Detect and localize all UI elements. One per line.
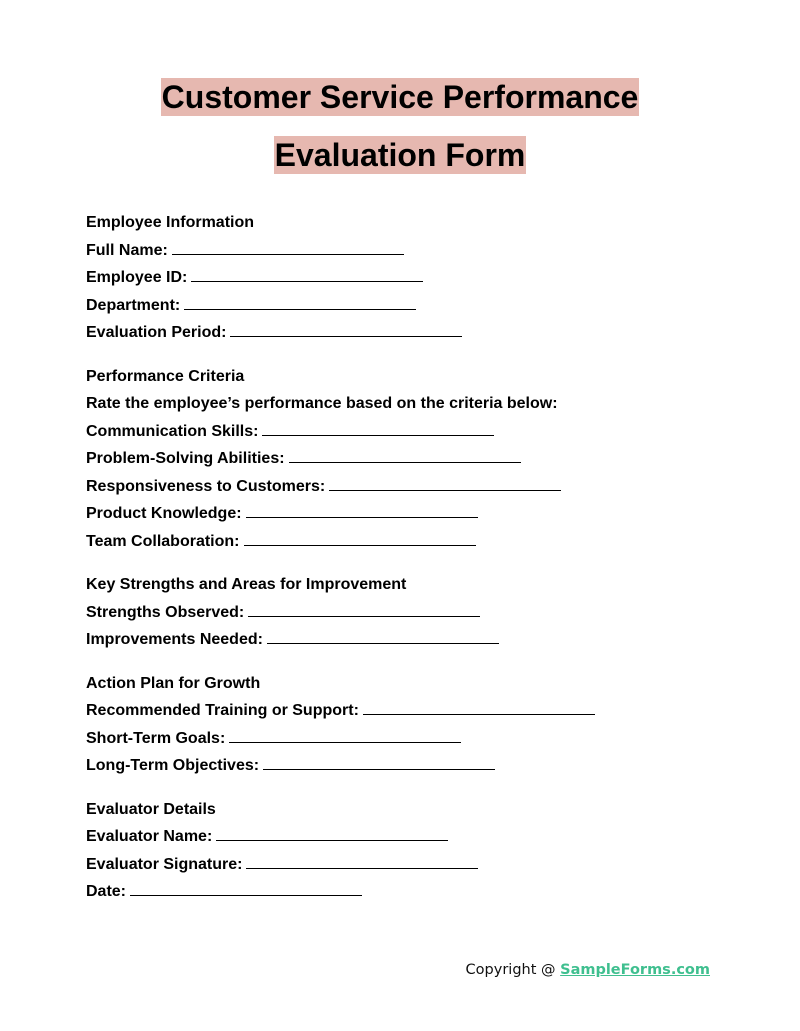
responsiveness-blank[interactable] bbox=[329, 476, 561, 491]
long-term-objectives-blank[interactable] bbox=[263, 755, 495, 770]
employee-id-blank[interactable] bbox=[191, 267, 423, 282]
title-line-2: Evaluation Form bbox=[274, 137, 526, 173]
section-heading: Key Strengths and Areas for Improvement bbox=[86, 576, 407, 593]
full-name-blank[interactable] bbox=[172, 240, 404, 255]
short-term-goals-blank[interactable] bbox=[229, 728, 461, 743]
brand-link[interactable]: SampleForms.com bbox=[560, 962, 710, 978]
field-problem-solving bbox=[86, 445, 766, 473]
evaluator-signature-blank[interactable] bbox=[246, 854, 478, 869]
section-heading: Performance Criteria bbox=[86, 367, 245, 385]
field-full-name bbox=[86, 237, 766, 265]
field-strengths-observed bbox=[86, 599, 766, 627]
field-label: Employee ID: bbox=[86, 269, 188, 286]
improvements-needed-blank[interactable] bbox=[267, 629, 499, 644]
section-heading: Evaluator Details bbox=[86, 800, 216, 818]
field-label: Team Collaboration: bbox=[86, 532, 240, 550]
section-strengths-improvement bbox=[86, 571, 766, 654]
recommended-training-blank[interactable] bbox=[363, 700, 595, 715]
field-improvements-needed bbox=[86, 626, 766, 654]
field-employee-id bbox=[86, 264, 766, 292]
problem-solving-blank[interactable] bbox=[289, 448, 521, 463]
product-knowledge-blank[interactable] bbox=[246, 503, 478, 518]
field-label: Evaluation Period: bbox=[86, 324, 227, 341]
section-performance-criteria bbox=[86, 363, 766, 556]
field-responsiveness bbox=[86, 473, 766, 501]
section-action-plan bbox=[86, 670, 766, 780]
field-label: Date: bbox=[86, 883, 127, 900]
field-product-knowledge bbox=[86, 500, 766, 528]
field-department bbox=[86, 292, 766, 320]
field-label: Communication Skills: bbox=[86, 422, 259, 440]
field-label: Short-Term Goals: bbox=[86, 729, 226, 747]
field-evaluator-signature bbox=[86, 851, 766, 879]
field-evaluator-name bbox=[86, 823, 766, 851]
field-label: Responsiveness to Customers: bbox=[86, 477, 326, 495]
title-line-1: Customer Service Performance bbox=[161, 79, 639, 115]
field-team-collaboration bbox=[86, 528, 766, 556]
section-note: Rate the employee’s performance based on the criteria below: bbox=[86, 395, 558, 412]
field-label: Department: bbox=[86, 296, 181, 314]
field-label: Long-Term Objectives: bbox=[86, 757, 260, 774]
copyright-prefix: Copyright @ bbox=[465, 962, 561, 978]
evaluation-period-blank[interactable] bbox=[230, 322, 462, 337]
field-evaluation-period bbox=[86, 319, 766, 347]
field-recommended-training bbox=[86, 697, 766, 725]
department-blank[interactable] bbox=[184, 295, 416, 310]
field-label: Product Knowledge: bbox=[86, 505, 242, 522]
copyright-footer bbox=[466, 962, 710, 978]
field-label: Evaluator Signature: bbox=[86, 855, 243, 873]
field-label: Recommended Training or Support: bbox=[86, 702, 359, 719]
field-long-term-objectives bbox=[86, 752, 766, 780]
evaluator-name-blank[interactable] bbox=[216, 826, 448, 841]
form-body bbox=[86, 209, 766, 922]
field-short-term-goals bbox=[86, 725, 766, 753]
section-heading: Action Plan for Growth bbox=[86, 674, 261, 692]
field-label: Full Name: bbox=[86, 241, 168, 259]
field-label: Improvements Needed: bbox=[86, 631, 263, 648]
section-employee-information bbox=[86, 209, 766, 347]
communication-skills-blank[interactable] bbox=[262, 421, 494, 436]
section-evaluator-details bbox=[86, 796, 766, 906]
field-label: Strengths Observed: bbox=[86, 603, 245, 621]
team-collaboration-blank[interactable] bbox=[244, 531, 476, 546]
field-label: Evaluator Name: bbox=[86, 828, 213, 845]
form-title bbox=[0, 78, 800, 194]
date-blank[interactable] bbox=[130, 881, 362, 896]
field-date bbox=[86, 878, 766, 906]
field-label: Problem-Solving Abilities: bbox=[86, 450, 285, 467]
section-heading: Employee Information bbox=[86, 214, 255, 231]
field-communication-skills bbox=[86, 418, 766, 446]
strengths-observed-blank[interactable] bbox=[248, 602, 480, 617]
